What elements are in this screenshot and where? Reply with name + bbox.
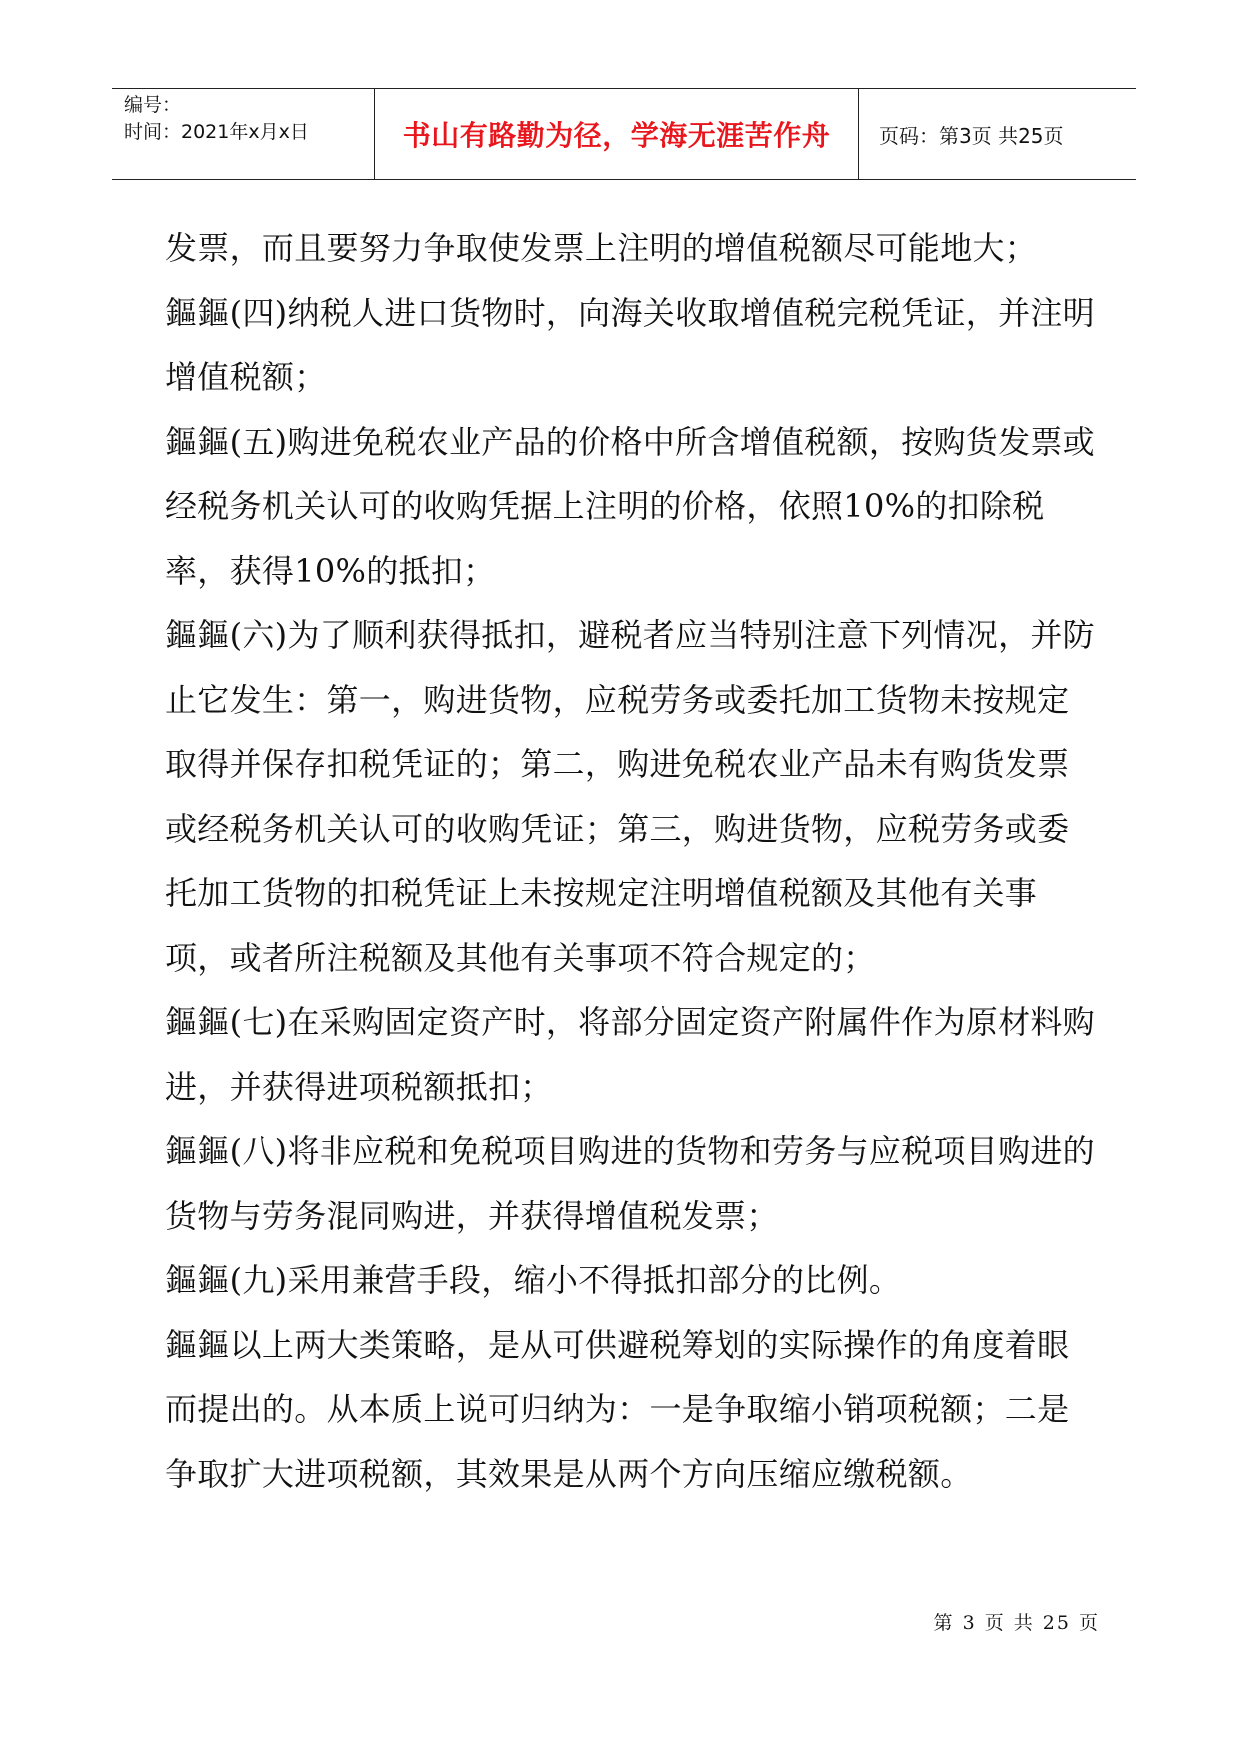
document-body	[165, 216, 1095, 1506]
paragraph: 鏂鏂(六)为了顺利获得抵扣，避税者应当特别注意下列情况，并防止它发生：第一，购进货物，应税劳务或委托加工货物未按规定取得并保存扣税凭证的；第二，购进免税农业产品未有购货发票或经税务机关认可的收购凭证；第三，购进货物，应税劳务或委托加工货物的扣税凭证上未按规定注明增值税额及其他有关事项，或者所注税额及其他有关事项不符合规定的；	[165, 616, 1095, 977]
header-motto-cell	[374, 89, 859, 179]
page-footer: 第 3 页 共 25 页	[933, 1612, 1100, 1634]
header-meta	[112, 89, 374, 179]
page-header	[112, 88, 1136, 180]
paragraph: 鏂鏂(四)纳税人进口货物时，向海关收取增值税完税凭证，并注明增值税额；	[165, 293, 1095, 396]
paragraph: 鏂鏂(五)购进免税农业产品的价格中所含增值税额，按购货发票或经税务机关认可的收购凭据上注明的价格，依照10%的扣除税率，获得10%的抵扣；	[165, 422, 1095, 590]
paragraph: 鏂鏂(八)将非应税和免税项目购进的货物和劳务与应税项目购进的货物与劳务混同购进，并获得增值税发票；	[165, 1132, 1095, 1235]
paragraph: 鏂鏂以上两大类策略，是从可供避税筹划的实际操作的角度着眼而提出的。从本质上说可归纳为：一是争取缩小销项税额；二是争取扩大进项税额，其效果是从两个方向压缩应缴税额。	[165, 1325, 1070, 1493]
header-page-info: 页码：第3页 共25页	[879, 123, 1064, 148]
paragraph: 鏂鏂(七)在采购固定资产时，将部分固定资产附属件作为原材料购进，并获得进项税额抵扣；	[165, 1003, 1095, 1106]
document-date: 时间：2021年x月x日	[124, 121, 309, 143]
header-motto: 书山有路勤为径，学海无涯苦作舟	[402, 119, 831, 152]
document-number-label: 编号：	[124, 94, 182, 116]
header-page-info-cell	[859, 89, 1136, 179]
paragraph: 鏂鏂(九)采用兼营手段，缩小不得抵扣部分的比例。	[165, 1261, 902, 1299]
paragraph: 发票，而且要努力争取使发票上注明的增值税额尽可能地大；	[165, 229, 1038, 267]
